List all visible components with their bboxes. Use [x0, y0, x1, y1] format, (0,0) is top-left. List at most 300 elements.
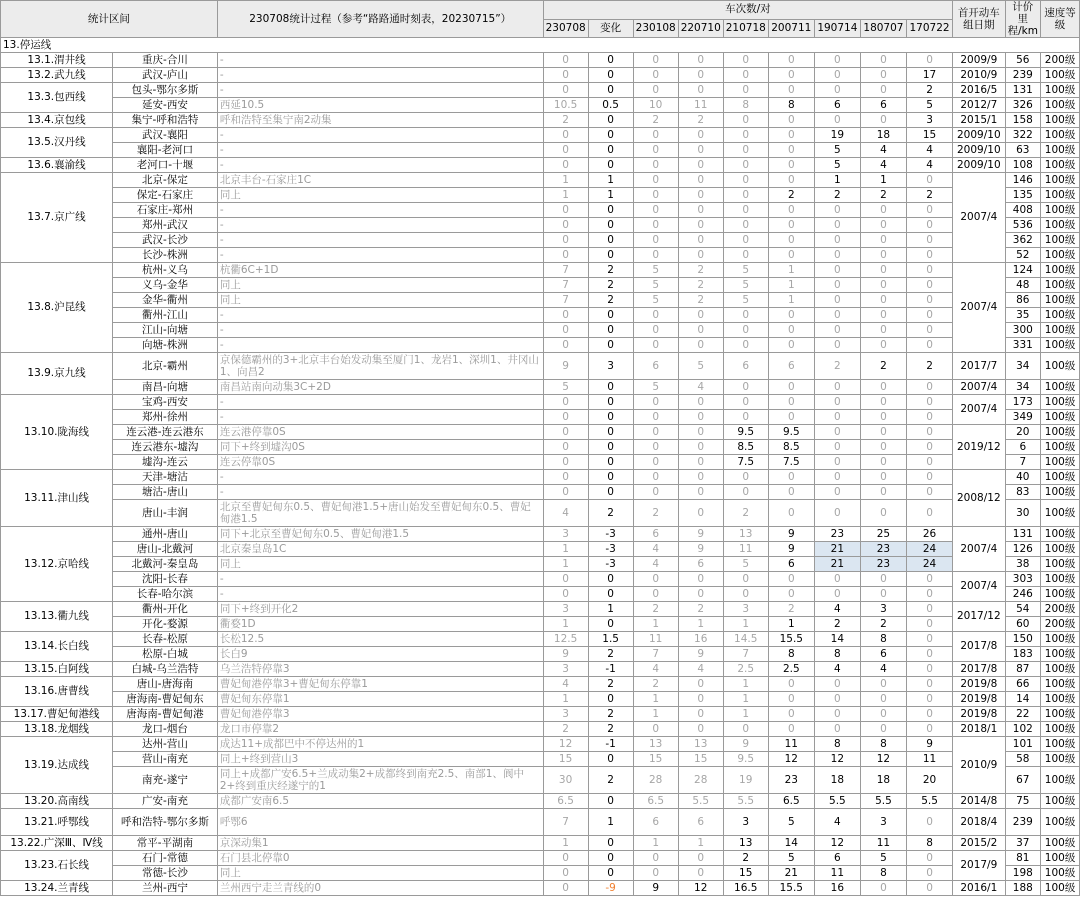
train-count-180707: 8: [860, 632, 906, 647]
train-count-变化: 0: [588, 440, 633, 455]
train-count-230708: 1: [543, 542, 588, 557]
train-count-200711: 1: [768, 293, 814, 308]
train-count-170722: 0: [906, 410, 952, 425]
train-count-170722: 0: [906, 866, 952, 881]
train-count-180707: 2: [860, 188, 906, 203]
mileage: 188: [1005, 881, 1041, 896]
train-count-230108: 2: [633, 113, 678, 128]
mileage: 81: [1005, 851, 1041, 866]
line-name: 13.19.达成线: [1, 737, 113, 794]
train-count-180707: 0: [860, 410, 906, 425]
speed-level: 100级: [1041, 323, 1080, 338]
train-count-210718: 2: [723, 500, 768, 527]
train-count-230108: 0: [633, 338, 678, 353]
train-count-170722: 5: [906, 98, 952, 113]
train-count-230108: 2: [633, 500, 678, 527]
train-count-变化: 2: [588, 677, 633, 692]
train-count-200711: 23: [768, 767, 814, 794]
line-name: 13.6.襄渝线: [1, 158, 113, 173]
train-count-210718: 0: [723, 158, 768, 173]
train-count-180707: 0: [860, 53, 906, 68]
header-mileage: 计价里程/km: [1005, 1, 1041, 38]
train-count-180707: 0: [860, 308, 906, 323]
train-count-变化: 0: [588, 218, 633, 233]
train-count-230108: 5: [633, 380, 678, 395]
segment-name: 保定-石家庄: [113, 188, 218, 203]
train-count-230108: 0: [633, 233, 678, 248]
table-row: [1, 677, 1080, 692]
line-name: 13.5.汉丹线: [1, 128, 113, 158]
speed-level: 100级: [1041, 707, 1080, 722]
table-row: [1, 692, 1080, 707]
train-count-220710: 16: [678, 632, 723, 647]
train-count-180707: 0: [860, 218, 906, 233]
mileage: 300: [1005, 323, 1041, 338]
mileage: 7: [1005, 455, 1041, 470]
start-date: 2018/4: [953, 809, 1005, 836]
train-count-220710: 0: [678, 425, 723, 440]
segment-name: 延安-西安: [113, 98, 218, 113]
start-date: 2009/10: [953, 143, 1005, 158]
train-count-190714: 0: [814, 323, 860, 338]
train-count-180707: 0: [860, 572, 906, 587]
train-count-180707: 0: [860, 722, 906, 737]
speed-level: 100级: [1041, 263, 1080, 278]
table-row: [1, 455, 1080, 470]
mileage: 150: [1005, 632, 1041, 647]
train-count-180707: 0: [860, 677, 906, 692]
train-count-170722: 0: [906, 500, 952, 527]
segment-name: 广安-南充: [113, 794, 218, 809]
start-date: 2019/8: [953, 692, 1005, 707]
mileage: 131: [1005, 83, 1041, 98]
table-row: [1, 881, 1080, 896]
line-name: 13.3.包西线: [1, 83, 113, 113]
train-count-220710: 0: [678, 68, 723, 83]
train-count-230708: 0: [543, 470, 588, 485]
train-count-210718: 0: [723, 53, 768, 68]
speed-level: 100级: [1041, 173, 1080, 188]
train-count-210718: 0: [723, 323, 768, 338]
process-note: 龙口市停靠2: [217, 722, 543, 737]
process-note: 同上: [217, 278, 543, 293]
mileage: 408: [1005, 203, 1041, 218]
train-count-170722: 0: [906, 647, 952, 662]
mileage: 38: [1005, 557, 1041, 572]
train-count-230708: 30: [543, 767, 588, 794]
train-count-170722: 24: [906, 542, 952, 557]
train-count-170722: 0: [906, 470, 952, 485]
train-count-170722: 0: [906, 380, 952, 395]
segment-name: 武汉-长沙: [113, 233, 218, 248]
train-count-190714: 2: [814, 617, 860, 632]
train-count-210718: 19: [723, 767, 768, 794]
process-note: 同上: [217, 866, 543, 881]
train-count-210718: 5.5: [723, 794, 768, 809]
train-count-210718: 9: [723, 737, 768, 752]
train-count-220710: 2: [678, 113, 723, 128]
train-count-170722: 8: [906, 836, 952, 851]
mileage: 40: [1005, 470, 1041, 485]
train-count-170722: 15: [906, 128, 952, 143]
table-row: [1, 380, 1080, 395]
speed-level: 100级: [1041, 98, 1080, 113]
train-count-170722: 0: [906, 293, 952, 308]
train-count-变化: 0: [588, 692, 633, 707]
train-count-210718: 0: [723, 83, 768, 98]
train-count-220710: 5.5: [678, 794, 723, 809]
train-count-230708: 12.5: [543, 632, 588, 647]
train-count-230708: 1: [543, 188, 588, 203]
table-row: [1, 188, 1080, 203]
train-count-变化: 0: [588, 485, 633, 500]
train-count-180707: 0: [860, 380, 906, 395]
train-count-180707: 5: [860, 851, 906, 866]
train-count-230708: 0: [543, 203, 588, 218]
process-note: 北京秦皇岛1C: [217, 542, 543, 557]
train-count-变化: 2: [588, 500, 633, 527]
train-count-230708: 0: [543, 338, 588, 353]
train-count-220710: 2: [678, 263, 723, 278]
mileage: 83: [1005, 485, 1041, 500]
process-note: -: [217, 248, 543, 263]
train-count-220710: 0: [678, 866, 723, 881]
line-name: 13.20.高南线: [1, 794, 113, 809]
table-row: [1, 662, 1080, 677]
train-count-230108: 0: [633, 143, 678, 158]
train-count-200711: 0: [768, 233, 814, 248]
train-count-230708: 0: [543, 158, 588, 173]
segment-name: 常德-长沙: [113, 866, 218, 881]
process-note: 京深动集1: [217, 836, 543, 851]
mileage: 54: [1005, 602, 1041, 617]
train-count-230108: 0: [633, 188, 678, 203]
table-row: [1, 836, 1080, 851]
train-count-230108: 6: [633, 527, 678, 542]
header-trains: 车次数/对: [543, 1, 953, 20]
start-date: 2016/1: [953, 881, 1005, 896]
train-count-变化: 0: [588, 233, 633, 248]
segment-name: 武汉-庐山: [113, 68, 218, 83]
speed-level: 100级: [1041, 662, 1080, 677]
train-count-变化: 0: [588, 113, 633, 128]
mileage: 34: [1005, 353, 1041, 380]
train-count-230108: 13: [633, 737, 678, 752]
train-count-200711: 15.5: [768, 632, 814, 647]
start-date: 2018/1: [953, 722, 1005, 737]
train-count-220710: 0: [678, 395, 723, 410]
line-name: 13.21.呼鄂线: [1, 809, 113, 836]
train-count-230708: 0: [543, 440, 588, 455]
train-count-230708: 15: [543, 752, 588, 767]
train-count-变化: 0: [588, 851, 633, 866]
train-count-170722: 5.5: [906, 794, 952, 809]
segment-name: 连云港-连云港东: [113, 425, 218, 440]
train-count-230108: 28: [633, 767, 678, 794]
train-count-200711: 0: [768, 218, 814, 233]
table-row: [1, 587, 1080, 602]
train-count-180707: 0: [860, 470, 906, 485]
train-count-190714: 0: [814, 113, 860, 128]
train-count-200711: 2: [768, 188, 814, 203]
table-row: [1, 53, 1080, 68]
train-count-210718: 0: [723, 233, 768, 248]
speed-level: 100级: [1041, 248, 1080, 263]
train-count-200711: 0: [768, 485, 814, 500]
header-col-8: 170722: [906, 19, 952, 38]
train-count-230708: 0: [543, 587, 588, 602]
train-count-200711: 12: [768, 752, 814, 767]
train-count-180707: 0: [860, 587, 906, 602]
train-count-170722: 9: [906, 737, 952, 752]
speed-level: 100级: [1041, 737, 1080, 752]
segment-name: 宝鸡-西安: [113, 395, 218, 410]
train-count-190714: 2: [814, 188, 860, 203]
segment-name: 北京-保定: [113, 173, 218, 188]
train-count-210718: 1: [723, 617, 768, 632]
line-name: 13.18.龙烟线: [1, 722, 113, 737]
start-date: 2017/12: [953, 602, 1005, 632]
train-count-230108: 0: [633, 173, 678, 188]
train-count-210718: 0: [723, 410, 768, 425]
speed-level: 100级: [1041, 410, 1080, 425]
train-count-210718: 0: [723, 395, 768, 410]
process-note: -: [217, 395, 543, 410]
train-count-变化: 2: [588, 278, 633, 293]
train-count-210718: 8.5: [723, 440, 768, 455]
train-count-220710: 0: [678, 851, 723, 866]
start-date: 2009/10: [953, 158, 1005, 173]
train-count-190714: 5: [814, 158, 860, 173]
table-row: [1, 470, 1080, 485]
process-note: 曹妃甸港停靠3+曹妃甸东停靠1: [217, 677, 543, 692]
line-name: 13.1.渭井线: [1, 53, 113, 68]
train-count-170722: 3: [906, 113, 952, 128]
mileage: 108: [1005, 158, 1041, 173]
train-count-230708: 10.5: [543, 98, 588, 113]
mileage: 52: [1005, 248, 1041, 263]
process-note: 长白9: [217, 647, 543, 662]
train-count-190714: 0: [814, 707, 860, 722]
table-row: [1, 143, 1080, 158]
train-count-230108: 0: [633, 410, 678, 425]
mileage: 87: [1005, 662, 1041, 677]
speed-level: 100级: [1041, 425, 1080, 440]
train-count-190714: 4: [814, 602, 860, 617]
train-count-190714: 2: [814, 353, 860, 380]
train-count-180707: 0: [860, 68, 906, 83]
train-count-210718: 2: [723, 851, 768, 866]
speed-level: 100级: [1041, 677, 1080, 692]
train-count-230708: 2: [543, 113, 588, 128]
speed-level: 100级: [1041, 338, 1080, 353]
table-row: [1, 68, 1080, 83]
speed-level: 100级: [1041, 722, 1080, 737]
train-count-230708: 3: [543, 662, 588, 677]
train-count-180707: 12: [860, 752, 906, 767]
train-count-170722: 0: [906, 323, 952, 338]
process-note: 同下+终到墟沟0S: [217, 440, 543, 455]
train-count-180707: 3: [860, 809, 906, 836]
train-count-230708: 0: [543, 881, 588, 896]
process-note: 兰州西宁走兰青线的0: [217, 881, 543, 896]
train-count-190714: 1: [814, 173, 860, 188]
segment-name: 唐山-丰润: [113, 500, 218, 527]
mileage: 126: [1005, 542, 1041, 557]
table-row: [1, 485, 1080, 500]
start-date: 2007/4: [953, 527, 1005, 572]
train-count-210718: 0: [723, 248, 768, 263]
speed-level: 200级: [1041, 617, 1080, 632]
mileage: 239: [1005, 809, 1041, 836]
train-count-220710: 0: [678, 128, 723, 143]
train-count-220710: 0: [678, 410, 723, 425]
speed-level: 100级: [1041, 866, 1080, 881]
train-count-200711: 0: [768, 308, 814, 323]
process-note: 呼和浩特至集宁南2动集: [217, 113, 543, 128]
train-count-230708: 7: [543, 293, 588, 308]
train-count-200711: 8.5: [768, 440, 814, 455]
line-name: 13.7.京广线: [1, 173, 113, 263]
train-count-220710: 9: [678, 647, 723, 662]
train-count-190714: 0: [814, 263, 860, 278]
table-row: [1, 602, 1080, 617]
train-count-170722: 2: [906, 83, 952, 98]
train-count-180707: 25: [860, 527, 906, 542]
train-count-200711: 0: [768, 323, 814, 338]
process-note: -: [217, 485, 543, 500]
train-count-230708: 9: [543, 647, 588, 662]
train-count-180707: 0: [860, 881, 906, 896]
train-count-变化: 0: [588, 380, 633, 395]
segment-name: 唐海南-曹妃甸港: [113, 707, 218, 722]
train-count-220710: 28: [678, 767, 723, 794]
train-count-210718: 0: [723, 470, 768, 485]
start-date: 2017/9: [953, 851, 1005, 881]
train-count-200711: 0: [768, 380, 814, 395]
train-count-170722: 0: [906, 662, 952, 677]
train-count-230708: 1: [543, 557, 588, 572]
mileage: 362: [1005, 233, 1041, 248]
train-count-230108: 0: [633, 722, 678, 737]
process-note: 同下+北京至曹妃甸东0.5、曹妃甸港1.5: [217, 527, 543, 542]
train-count-230708: 9: [543, 353, 588, 380]
mileage: 22: [1005, 707, 1041, 722]
train-count-210718: 11: [723, 542, 768, 557]
table-row: [1, 83, 1080, 98]
train-count-230708: 1: [543, 692, 588, 707]
mileage: 183: [1005, 647, 1041, 662]
train-count-变化: 0: [588, 425, 633, 440]
train-count-180707: 0: [860, 263, 906, 278]
start-date: 2019/8: [953, 677, 1005, 692]
header-process: 230708统计过程（参考“路路通时刻表，20230715”）: [217, 1, 543, 38]
train-count-180707: 0: [860, 113, 906, 128]
segment-name: 石家庄-郑州: [113, 203, 218, 218]
train-count-230108: 1: [633, 836, 678, 851]
process-note: -: [217, 308, 543, 323]
train-count-200711: 1: [768, 617, 814, 632]
train-count-210718: 0: [723, 113, 768, 128]
segment-name: 老河口-十堰: [113, 158, 218, 173]
train-count-190714: 0: [814, 500, 860, 527]
train-count-170722: 0: [906, 278, 952, 293]
train-count-变化: 0: [588, 338, 633, 353]
line-name: 13.8.沪昆线: [1, 263, 113, 353]
train-count-230108: 15: [633, 752, 678, 767]
train-count-230108: 11: [633, 632, 678, 647]
segment-name: 北戴河-秦皇岛: [113, 557, 218, 572]
train-count-190714: 21: [814, 542, 860, 557]
line-name: 13.10.陇海线: [1, 395, 113, 470]
train-count-230708: 0: [543, 485, 588, 500]
mileage: 37: [1005, 836, 1041, 851]
train-count-230108: 2: [633, 677, 678, 692]
header-speed: 速度等级: [1041, 1, 1080, 38]
line-name: 13.22.广深Ⅲ、Ⅳ线: [1, 836, 113, 851]
mileage: 124: [1005, 263, 1041, 278]
train-count-170722: 0: [906, 692, 952, 707]
speed-level: 100级: [1041, 308, 1080, 323]
segment-name: 衢州-江山: [113, 308, 218, 323]
train-count-230108: 0: [633, 455, 678, 470]
train-count-变化: 1: [588, 809, 633, 836]
header-col-7: 180707: [860, 19, 906, 38]
train-count-200711: 0: [768, 68, 814, 83]
train-count-170722: 0: [906, 203, 952, 218]
train-count-230708: 0: [543, 572, 588, 587]
train-count-180707: 8: [860, 737, 906, 752]
speed-level: 100级: [1041, 485, 1080, 500]
line-name: 13.15.白阿线: [1, 662, 113, 677]
train-count-200711: 6: [768, 353, 814, 380]
train-count-200711: 0: [768, 410, 814, 425]
train-count-230708: 0: [543, 53, 588, 68]
train-count-200711: 0: [768, 395, 814, 410]
train-count-220710: 4: [678, 380, 723, 395]
train-count-230108: 1: [633, 617, 678, 632]
train-count-变化: 0: [588, 308, 633, 323]
line-name: 13.23.石长线: [1, 851, 113, 881]
train-count-变化: 2: [588, 722, 633, 737]
segment-name: 墟沟-连云: [113, 455, 218, 470]
train-count-180707: 18: [860, 767, 906, 794]
train-count-230708: 0: [543, 323, 588, 338]
line-name: 13.24.兰青线: [1, 881, 113, 896]
mileage: 35: [1005, 308, 1041, 323]
train-count-200711: 0: [768, 500, 814, 527]
train-count-220710: 11: [678, 98, 723, 113]
train-count-180707: 23: [860, 542, 906, 557]
segment-name: 义乌-金华: [113, 278, 218, 293]
train-count-200711: 5: [768, 809, 814, 836]
train-count-200711: 21: [768, 866, 814, 881]
train-count-190714: 6: [814, 851, 860, 866]
train-count-220710: 2: [678, 293, 723, 308]
train-count-190714: 19: [814, 128, 860, 143]
train-count-180707: 2: [860, 353, 906, 380]
speed-level: 100级: [1041, 836, 1080, 851]
segment-name: 江山-向塘: [113, 323, 218, 338]
table-row: [1, 338, 1080, 353]
train-count-190714: 14: [814, 632, 860, 647]
train-count-200711: 5: [768, 851, 814, 866]
segment-name: 唐山-唐海南: [113, 677, 218, 692]
process-note: -: [217, 68, 543, 83]
segment-name: 金华-衢州: [113, 293, 218, 308]
train-count-190714: 0: [814, 455, 860, 470]
train-count-230108: 0: [633, 851, 678, 866]
